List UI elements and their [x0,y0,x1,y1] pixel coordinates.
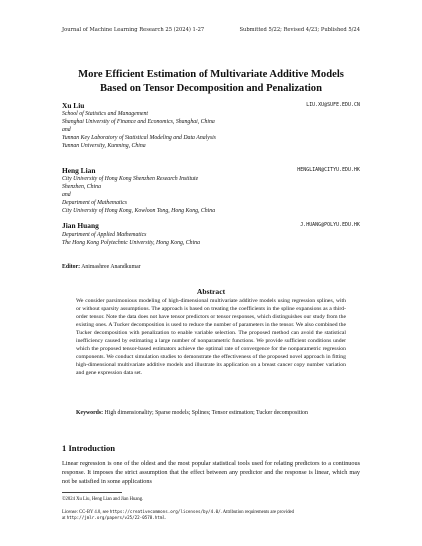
affiliation-line: Yunnan Key Laboratory of Statistical Modeling and Data Analysis [62,135,216,141]
author-email[interactable]: HENGLIAN@CITYU.EDU.HK [297,168,360,173]
author-name: Xu Liu [62,101,85,110]
submission-dates: Submitted 5/22; Revised 4/23; Published 5/24 [239,27,360,33]
affiliation-line: Shanghai University of Finance and Economics, Shanghai, China [62,119,215,125]
copyright-line: ©2024 Xu Liu, Heng Lian and Jian Huang. [62,497,144,502]
section-heading: 1 Introduction [62,443,116,453]
affiliation-line: City University of Hong Kong Shenzhen Research Institute [62,176,199,182]
abstract-heading: Abstract [196,287,226,296]
license-link[interactable]: https://creativecommons.org/licenses/by/4.0/ [109,509,221,514]
abstract-text: We consider parsimonious modeling of high-dimensional multivariate additive models using regression splines, with or without sparsity assumptions. The approach is based on treating the coefficients in the spline expansions as a third-order tensor. Note the data does not have tensor predictors or tensor responses, which distinguishes our study from the existing ones. A Tucker decomposition is used to reduce the number of parameters in the tensor. We also combined the Tucker decomposition with penalization to enable variable selection. The proposed method can avoid the statistical inefficiency caused by estimating a large number of nonparametric functions. We provide sufficient conditions under which the proposed tensor-based estimators achieve the optimal rate of convergence for the nonparametric regression components. We conduct simulation studies to demonstrate the effectiveness of the proposed novel approach in fitting high-dimensional multivariate additive models and illustrate its application on a breast cancer copy number variation and gene expression data set. [76,298,346,377]
title-line-1: More Efficient Estimation of Multivariate Additive Models [78,69,344,80]
title-line-2: Based on Tensor Decomposition and Penalization [99,82,322,94]
author-name: Heng Lian [62,166,96,175]
editor-line [62,264,141,270]
affiliation-line: Department of Mathematics [62,200,128,206]
attribution-link[interactable]: http://jmlr.org/papers/v25/22-0578.html [66,515,165,520]
journal-header: Journal of Machine Learning Research 25 (2024) 1-27 [62,27,205,33]
license-mid: . Attribution requirements are provided [220,510,294,515]
keywords [76,409,346,417]
editor-label: Editor: [62,264,81,270]
affiliation-line: and [62,127,71,133]
author-email[interactable]: J.HUANG@POLYU.EDU.HK [300,223,360,228]
footnote-rule [62,492,122,493]
attribution-at: at [62,516,67,521]
editor-name: Animashree Anandkumar [81,264,141,270]
author-email[interactable]: LIU.XU@SUFE.EDU.CN [306,103,360,108]
attribution-end: . [164,516,167,521]
paper-title [0,68,422,95]
keywords-label: Keywords: [76,410,104,416]
affiliation-line: Shenzhen, China [62,184,101,190]
affiliation-line: School of Statistics and Management [62,111,148,117]
attribution-line [62,515,166,522]
license-prefix: License: CC-BY 4.0, see [62,510,110,515]
affiliation-line: The Hong Kong Polytechnic University, Hong Kong, China [62,240,200,246]
affiliation-line: Yunnan University, Kunming, China [62,143,146,149]
keywords-text: High dimensionality; Sparse models; Splines; Tensor estimation; Tucker decomposition [104,410,308,416]
author-name: Jian Huang [62,221,99,230]
affiliation-line: and [62,192,71,198]
section-text: Linear regression is one of the oldest and the most popular statistical tools used for relating predictors to a continuous response. It imposes the strict assumption that the effect between any predictor and the response is linear, which may not be satisfied in some applications [62,460,360,485]
affiliation-line: City University of Hong Kong, Kowloon Tong, Hong Kong, China [62,208,216,214]
affiliation-line: Department of Applied Mathematics [62,232,147,238]
